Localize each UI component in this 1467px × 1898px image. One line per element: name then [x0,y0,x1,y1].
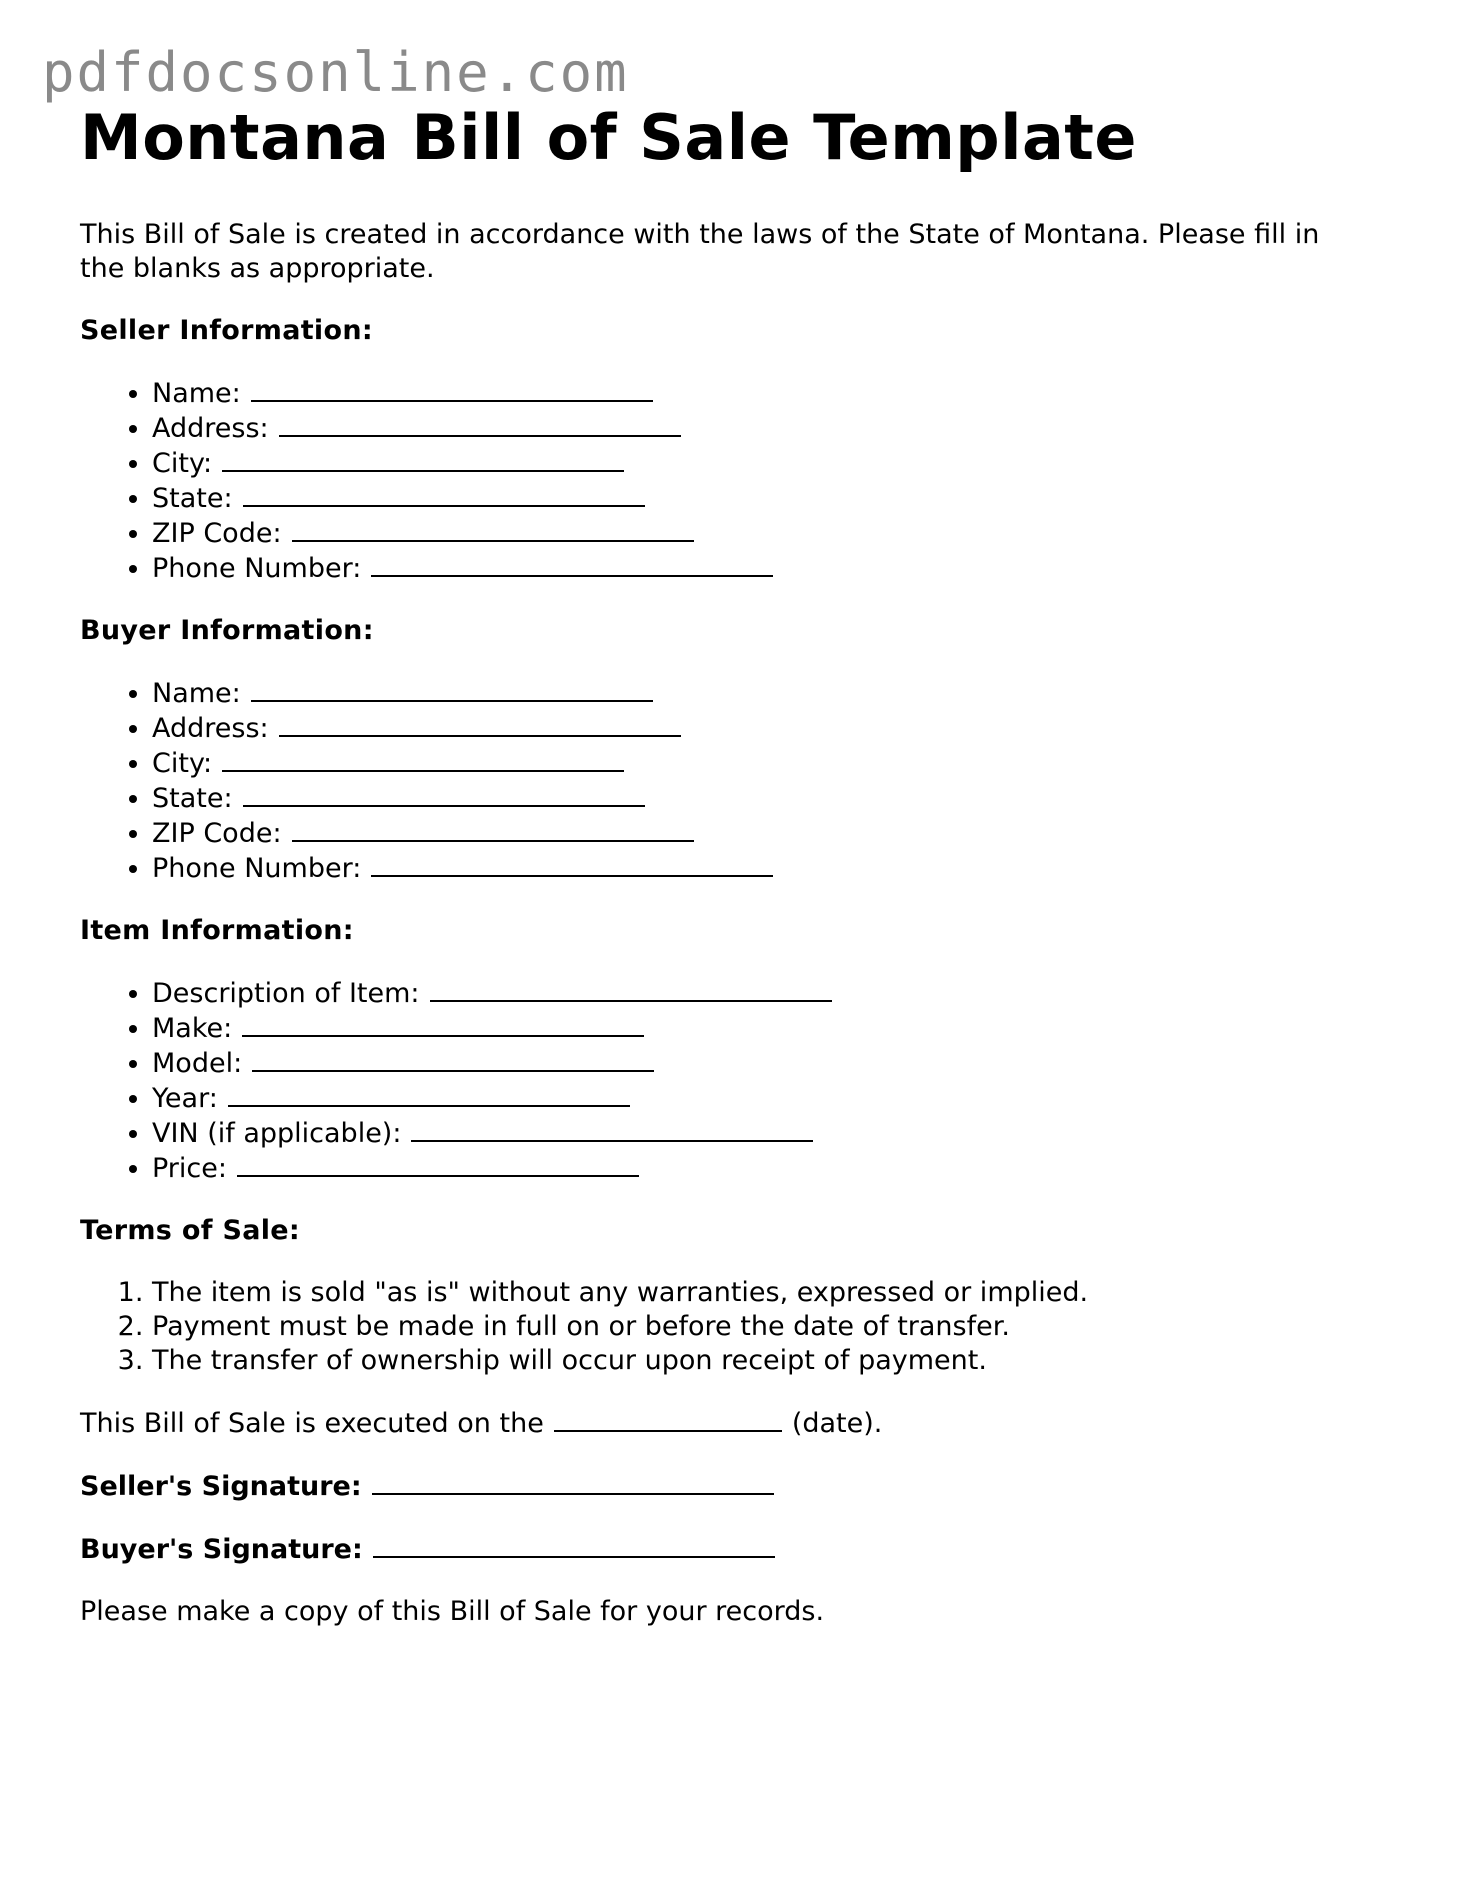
seller-city-blank[interactable] [222,446,624,472]
execution-prefix: This Bill of Sale is executed on the [80,1408,544,1439]
seller-state-blank[interactable] [243,481,645,507]
item-model-field [152,1046,1380,1081]
seller-zip-blank[interactable] [292,516,694,542]
item-heading: Item Information: [80,915,354,946]
buyer-city-field [152,746,1380,781]
item-description-field [152,976,1380,1011]
terms-item: 1. The item is sold "as is" without any warranties, expressed or implied. [152,1276,1380,1310]
field-label: VIN (if applicable): [152,1118,402,1149]
item-year-field [152,1081,1380,1116]
buyer-name-blank[interactable] [251,676,653,702]
seller-name-blank[interactable] [251,376,653,402]
field-label: Address: [152,413,269,444]
item-field-list [80,976,1380,1186]
item-price-field [152,1151,1380,1186]
seller-address-field [152,411,1380,446]
seller-phone-field [152,551,1380,586]
buyer-zip-blank[interactable] [292,816,694,842]
item-vin-blank[interactable] [411,1116,813,1142]
seller-zip-field [152,516,1380,551]
field-label: Description of Item: [152,978,420,1009]
buyer-phone-field [152,851,1380,886]
terms-item: 3. The transfer of ownership will occur upon receipt of payment. [152,1344,1380,1378]
field-label: ZIP Code: [152,818,282,849]
item-make-blank[interactable] [242,1011,644,1037]
buyer-zip-field [152,816,1380,851]
field-label: City: [152,748,213,779]
field-label: ZIP Code: [152,518,282,549]
item-description-blank[interactable] [430,976,832,1002]
closing-note: Please make a copy of this Bill of Sale for your records. [80,1596,825,1627]
seller-signature-label: Seller's Signature: [80,1471,362,1502]
buyer-state-field [152,781,1380,816]
seller-heading: Seller Information: [80,315,373,346]
terms-list [80,1276,1380,1378]
page-title: Montana Bill of Sale Template [80,101,1137,174]
buyer-state-blank[interactable] [243,781,645,807]
field-label: City: [152,448,213,479]
seller-phone-blank[interactable] [371,551,773,577]
field-label: Make: [152,1013,233,1044]
seller-state-field [152,481,1380,516]
item-year-blank[interactable] [228,1081,630,1107]
field-label: Year: [152,1083,218,1114]
buyer-phone-blank[interactable] [371,851,773,877]
field-label: Address: [152,713,269,744]
buyer-signature-line [80,1532,1380,1567]
seller-signature-blank[interactable] [372,1469,774,1495]
intro-paragraph: This Bill of Sale is created in accordance with the laws of the State of Montana. Please fill in the blanks as appropriate. [80,219,1320,284]
seller-address-blank[interactable] [279,411,681,437]
field-label: Phone Number: [152,853,362,884]
seller-field-list [80,376,1380,586]
buyer-address-blank[interactable] [279,711,681,737]
buyer-signature-label: Buyer's Signature: [80,1534,363,1565]
document-page [80,100,1380,1629]
execution-line [80,1406,1380,1441]
seller-name-field [152,376,1380,411]
field-label: Phone Number: [152,553,362,584]
watermark: pdfdocsonline.com [42,41,629,104]
terms-heading: Terms of Sale: [80,1215,300,1246]
execution-suffix: (date). [791,1408,883,1439]
seller-city-field [152,446,1380,481]
field-label: Model: [152,1048,243,1079]
terms-item: 2. Payment must be made in full on or before the date of transfer. [152,1310,1380,1344]
item-price-blank[interactable] [237,1151,639,1177]
buyer-signature-blank[interactable] [373,1532,775,1558]
buyer-city-blank[interactable] [222,746,624,772]
field-label: Name: [152,678,241,709]
buyer-address-field [152,711,1380,746]
buyer-heading: Buyer Information: [80,615,374,646]
item-vin-field [152,1116,1380,1151]
buyer-field-list [80,676,1380,886]
execution-date-blank[interactable] [554,1406,782,1432]
field-label: Name: [152,378,241,409]
field-label: State: [152,783,233,814]
seller-signature-line [80,1469,1380,1504]
item-model-blank[interactable] [252,1046,654,1072]
field-label: State: [152,483,233,514]
buyer-name-field [152,676,1380,711]
field-label: Price: [152,1153,227,1184]
item-make-field [152,1011,1380,1046]
